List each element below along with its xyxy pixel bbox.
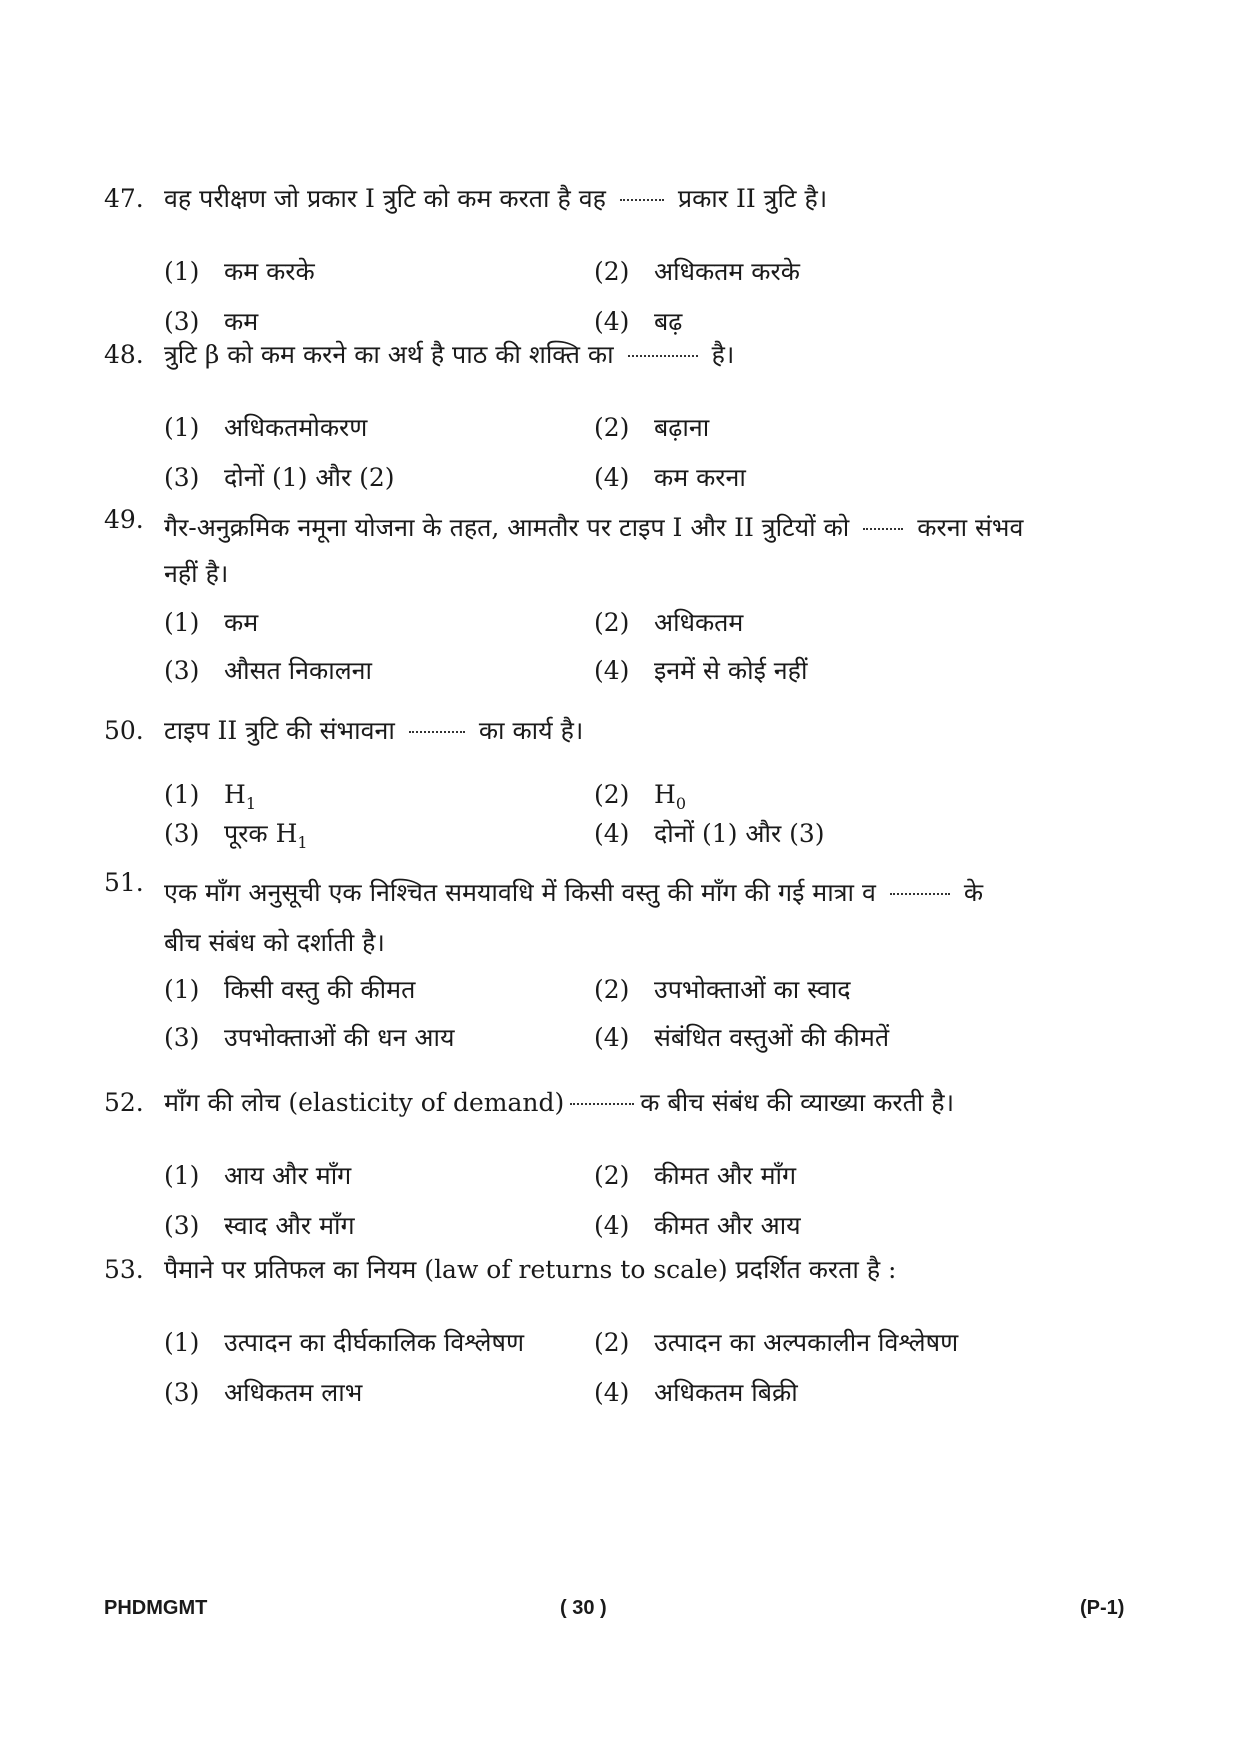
blank [628, 349, 698, 357]
question-number: 49. [104, 505, 144, 534]
option-1[interactable]: (1) उत्पादन का दीर्घकालिक विश्लेषण [164, 1328, 525, 1357]
option-1[interactable]: (1) $H_1$ [164, 780, 256, 813]
blank [863, 522, 903, 530]
option-2[interactable]: (2) उपभोक्ताओं का स्वाद [594, 975, 851, 1004]
option-2[interactable]: (2) कीमत और माँग [594, 1161, 797, 1190]
option-1[interactable]: (1) आय और माँग [164, 1161, 352, 1190]
question-text: त्रुटि β को कम करने का अर्थ है पाठ की शक्ति का है। [164, 340, 735, 369]
paper-set: (P-1) [1080, 1597, 1125, 1619]
option-3[interactable]: (3) पूरक $H_1$ [164, 819, 308, 852]
question-text: पैमाने पर प्रतिफल का नियम (law of returns to scale) प्रदर्शित करता है : [164, 1255, 897, 1284]
question-text: एक माँग अनुसूची एक निश्चित समयावधि में किसी वस्तु की माँग की गई मात्रा व के बीच संबंध को दर्शाती है। [164, 878, 984, 957]
option-3[interactable]: (3) दोनों (1) और (2) [164, 463, 395, 492]
question-text: वह परीक्षण जो प्रकार I त्रुटि को कम करता है वह प्रकार II त्रुटि है। [164, 184, 828, 213]
option-3[interactable]: (3) कम [164, 307, 259, 336]
option-3[interactable]: (3) स्वाद और माँग [164, 1211, 355, 1240]
option-4[interactable]: (4) कम करना [594, 463, 746, 492]
option-2[interactable]: (2) अधिकतम [594, 608, 744, 637]
options [164, 746, 1144, 852]
options [164, 1285, 1144, 1407]
option-2[interactable]: (2) उत्पादन का अल्पकालीन विश्लेषण [594, 1328, 959, 1357]
options [164, 968, 1144, 1068]
option-3[interactable]: (3) अधिकतम लाभ [164, 1378, 363, 1407]
option-1[interactable]: (1) अधिकतमोकरण [164, 413, 368, 442]
option-2[interactable]: (2) बढ़ाना [594, 413, 710, 442]
question-number: 53. [104, 1255, 144, 1284]
option-3[interactable]: (3) उपभोक्ताओं की धन आय [164, 1023, 455, 1052]
page-number: ( 30 ) [560, 1597, 607, 1619]
question-47 [104, 184, 1144, 336]
option-4[interactable]: (4) कीमत और आय [594, 1211, 801, 1240]
option-4[interactable]: (4) संबंधित वस्तुओं की कीमतें [594, 1023, 890, 1052]
question-52 [104, 1088, 1144, 1240]
option-2[interactable]: (2) अधिकतम करके [594, 257, 800, 286]
option-4[interactable]: (4) अधिकतम बिक्री [594, 1378, 798, 1407]
question-number: 47. [104, 184, 144, 213]
blank [570, 1097, 634, 1105]
blank [890, 887, 950, 895]
footer-code: PHDMGMT [104, 1597, 208, 1619]
option-2[interactable]: (2) $H_0$ [594, 780, 686, 813]
option-1[interactable]: (1) कम करके [164, 257, 315, 286]
option-4[interactable]: (4) इनमें से कोई नहीं [594, 656, 808, 685]
option-4[interactable]: (4) दोनों (1) और (3) [594, 819, 825, 848]
blank [409, 725, 465, 733]
question-number: 52. [104, 1088, 144, 1117]
question-number: 51. [104, 868, 144, 897]
question-51 [104, 868, 1144, 1068]
question-48 [104, 340, 1144, 492]
options [164, 214, 1144, 336]
question-50 [104, 716, 1144, 852]
options [164, 1118, 1144, 1240]
question-text: गैर-अनुक्रमिक नमूना योजना के तहत, आमतौर पर टाइप I और II त्रुटियों को करना संभव नहीं है। [164, 513, 1024, 588]
question-text: टाइप II त्रुटि की संभावना का कार्य है। [164, 716, 584, 745]
options [164, 370, 1144, 492]
question-number: 48. [104, 340, 144, 369]
blank [620, 193, 664, 201]
question-53 [104, 1255, 1144, 1407]
option-1[interactable]: (1) किसी वस्तु की कीमत [164, 975, 416, 1004]
question-text: माँग की लोच (elasticity of demand) क बीच संबंध की व्याख्या करती है। [164, 1088, 955, 1117]
question-number: 50. [104, 716, 144, 745]
question-49 [104, 505, 1144, 697]
option-3[interactable]: (3) औसत निकालना [164, 656, 372, 685]
option-1[interactable]: (1) कम [164, 608, 259, 637]
option-4[interactable]: (4) बढ़ [594, 307, 683, 336]
options [164, 597, 1144, 697]
